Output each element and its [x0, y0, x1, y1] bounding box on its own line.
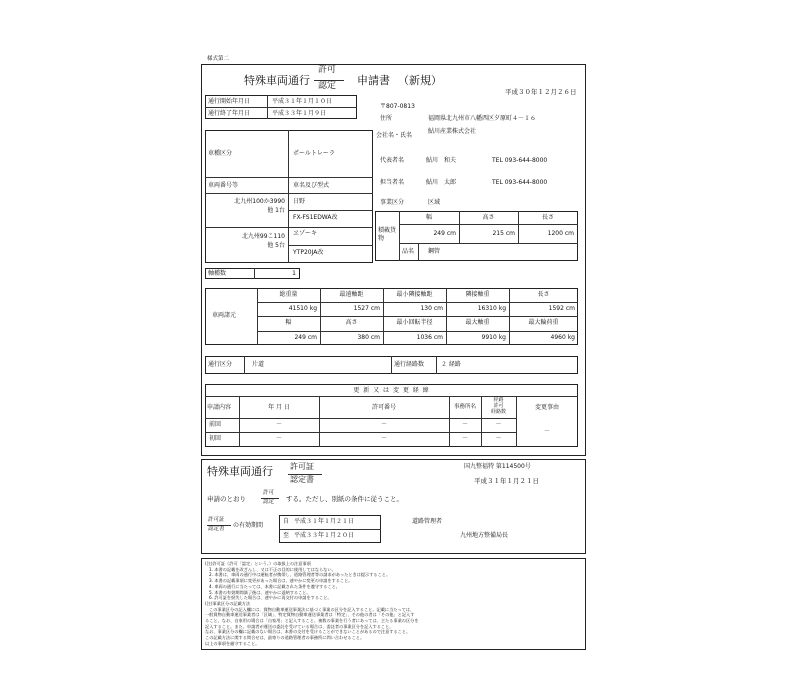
cargo-item: 鋼管 [428, 248, 441, 255]
validity-to: 平成３３年１月２０日 [294, 532, 355, 539]
spec-max-axle: 9910 kg [481, 334, 506, 341]
change-h-ministry: 事務所名 [453, 404, 476, 410]
permit-text2: する。ただし、別紙の条件に従うこと。 [286, 495, 403, 503]
spec-h-height: 高さ [345, 319, 358, 326]
change-row2-ministry: － [461, 435, 468, 442]
spec-adjacent-load: 16310 kg [477, 305, 506, 312]
spec-h-max-wheel: 最大輪荷重 [528, 319, 559, 326]
cargo-header-length: 長さ [541, 214, 554, 221]
vehicle-class-value: ポールトレーラ [293, 150, 335, 157]
vehicle1-maker: 日野 [293, 198, 306, 205]
spec-height: 380 cm [357, 334, 380, 341]
change-row2-label: 初回 [209, 435, 222, 442]
validity-label-bottom: 認定書 [208, 526, 225, 532]
cargo-header-width: 幅 [425, 214, 432, 221]
note-6: 5. 本書の有効期間満了後は、速やかに返納すること。 [209, 589, 311, 595]
change-h-reason: 変更事由 [534, 404, 559, 411]
change-row1-ministry: － [461, 421, 468, 428]
note-8: (注)事業区分の記載方法 [205, 600, 251, 606]
title-paren: （新規） [398, 74, 442, 87]
permit-text1: 申請のとおり [207, 495, 246, 503]
business-value: 区域 [428, 199, 441, 206]
company-label: 会社名・氏名 [376, 132, 413, 139]
cargo-length: 1200 cm [547, 230, 574, 237]
permit-option-bottom: 認定書 [290, 475, 314, 484]
company-value: 鮎川産業株式会社 [428, 128, 477, 135]
cargo-header-height: 高さ [482, 214, 495, 221]
cargo-height: 215 cm [492, 230, 515, 237]
note-12: 記入すること。また、申請者が運送の委託を受けている場合は、委託者の事業区分を記入すること。 [205, 623, 394, 629]
vehicle1-model: FX-FS1EDWA改 [293, 214, 338, 221]
change-row1-date: － [275, 421, 282, 428]
spec-width: 249 cm [294, 334, 317, 341]
note-4: 3. 本書の記載事項に変更があった場合は、速やかに変更の申請をすること。 [209, 578, 353, 584]
route-count: ２ 経路 [441, 361, 461, 368]
note-13: なお、事業区分の欄に記載のない場合は、本書の交付を受けることができないことがあるので注意すること。 [205, 629, 411, 635]
spec-h-weight: 総重量 [279, 291, 298, 298]
representative-tel: TEL 093-644-8000 [492, 157, 548, 164]
postal-code: 〒807-0813 [380, 103, 415, 110]
person-tel: TEL 093-644-8000 [492, 179, 548, 186]
title-main: 特殊車両通行 [244, 74, 310, 87]
vehicle2-plate: 北九州99こ110 [241, 233, 285, 240]
vehicle2-maker: ヱゾーキ [293, 230, 318, 237]
note-10: 一般貨物自動車運送事業者は「区域」、特定貨物自動車運送事業者は「特定」、その他の者は「その他」と記入す [205, 612, 415, 618]
note-3: 2. 本書は、車両の通行中は運転者が携帯し、道路管理者等の請求があったときは提示すること。 [209, 572, 391, 578]
spec-length: 1592 cm [548, 305, 575, 312]
change-row1-permit: － [380, 421, 387, 428]
change-h-grant-bottom: 経路数 [490, 409, 506, 415]
change-h-type: 申請内容 [207, 404, 232, 411]
route-value: 片道 [252, 361, 265, 368]
change-h-grant-mid: 許可 [493, 403, 504, 409]
validity-from: 平成３１年１月２１日 [294, 518, 355, 525]
authority-label: 道路管理者 [412, 518, 443, 525]
title-option-permit: 許可 [318, 65, 337, 75]
cargo-label: 積載貨物 [378, 227, 397, 242]
permit-date: 平成３１年１月２１日 [474, 477, 539, 485]
spec-h-turn-radius: 最小回転半径 [396, 319, 433, 326]
change-row2-permit: － [380, 435, 387, 442]
validity-to-label: 至 [283, 532, 290, 539]
representative-name: 鮎川 和夫 [426, 157, 457, 164]
start-label: 通行開始年月日 [208, 98, 251, 105]
change-row1-count: － [495, 421, 502, 428]
title-option-cert: 認定 [318, 81, 337, 91]
change-row2-count: － [495, 435, 502, 442]
route-label: 通行区分 [208, 361, 233, 368]
note-11: ること。なお、自家用の場合は「自家用」と記入すること。複数の事業を行う者にあっては、主たる事業の区分を [205, 618, 419, 623]
change-h-date: 年 月 日 [268, 404, 290, 411]
permit-title: 特殊車両通行 [207, 465, 273, 478]
change-row2-date: － [275, 435, 282, 442]
permit-text-top: 許可 [263, 490, 275, 496]
spec-max-wheelbase: 1527 cm [353, 305, 380, 312]
representative-label: 代表者名 [380, 157, 405, 164]
change-h-permit: 許可番号 [371, 404, 396, 411]
spec-h-max-wheelbase: 最遠軸距 [339, 291, 364, 298]
vehicle-no-label: 車両番号等 [208, 182, 239, 189]
note-5: 4. 車両の通行に当たっては、本書に記載された条件を遵守すること。 [209, 583, 340, 589]
model-label: 車名及び型式 [293, 182, 330, 189]
spec-h-min-adjacent: 最小隣接軸距 [396, 291, 433, 298]
validity-label-top: 許可証 [208, 517, 225, 523]
spec-max-wheel: 4960 kg [550, 334, 575, 341]
spec-h-max-axle: 最大軸重 [465, 319, 490, 326]
note-7: 6. 許可証を紛失した場合は、速やかに再交付の申請をすること。 [209, 595, 332, 601]
vehicle1-count: 他 1台 [267, 207, 285, 214]
spec-weight: 41510 kg [288, 305, 317, 312]
permit-text-bottom: 認定 [263, 499, 275, 505]
note-2: 1. 本書の記載を改ざんし、又は不正の目的に使用してはならない。 [209, 566, 336, 572]
address-label: 住所 [380, 115, 393, 122]
axle-count-value: 1 [292, 270, 296, 277]
end-value: 平成３３年１月９日 [272, 110, 327, 117]
change-reason-value: － [543, 428, 550, 435]
spec-min-adjacent: 130 cm [420, 305, 443, 312]
person-label: 担当者名 [380, 179, 405, 186]
note-15: 以上の事項を厳守すること。 [205, 640, 260, 646]
spec-h-length: 長さ [537, 291, 550, 298]
change-h-grant-top: 経路 [493, 397, 504, 403]
cargo-item-label: 品名 [402, 248, 415, 255]
start-value: 平成３１年１月１０日 [272, 98, 333, 105]
axle-count-label: 軸種数 [208, 270, 227, 277]
form-label: 様式第二 [207, 56, 230, 62]
vehicle-class-label: 車種区分 [208, 150, 233, 157]
application-date: 平成３０年１２月２６日 [505, 88, 577, 96]
change-history-title: 更 新 又 は 変 更 経 緯 [353, 387, 430, 394]
person-name: 鮎川 太郎 [426, 179, 457, 186]
route-count-label: 通行経路数 [394, 361, 425, 368]
spec-turn-radius: 1036 cm [416, 334, 443, 341]
business-label: 事業区分 [380, 199, 405, 206]
specs-label: 車両諸元 [212, 312, 237, 319]
spec-h-adjacent-load: 隣接軸重 [465, 291, 490, 298]
vehicle1-plate: 北九州100か3990 [234, 198, 285, 205]
permit-number: 国九整福特 第114500号 [464, 463, 531, 470]
validity-suffix: の有効期間 [233, 522, 264, 529]
end-label: 通行終了年月日 [208, 110, 251, 117]
permit-option-top: 許可証 [290, 462, 314, 471]
note-9: この事業区分の記入欄には、貨物自動車運送事業法に基づく事業の区分を記入すること。記載に当たっては、 [209, 606, 415, 612]
title-suffix: 申請書 [357, 74, 390, 87]
cargo-width: 249 cm [433, 230, 456, 237]
vehicle2-count: 他 5台 [267, 242, 285, 249]
address-value: 福岡県北九州市八幡西区夕原町４－１６ [428, 115, 537, 122]
spec-h-width: 幅 [285, 319, 292, 326]
change-row1-label: 前回 [209, 421, 222, 428]
note-14: この記載方法に関する問合せは、最寄りの道路管理者の事務所に問い合わせること。 [205, 635, 365, 641]
authority: 九州地方整備局長 [460, 532, 509, 539]
validity-from-label: 自 [283, 518, 290, 525]
vehicle2-model: YTP20JA改 [293, 249, 324, 256]
note-1: (注)許可証（許可「認定」という。）の取扱上の注意事項 [205, 561, 311, 566]
